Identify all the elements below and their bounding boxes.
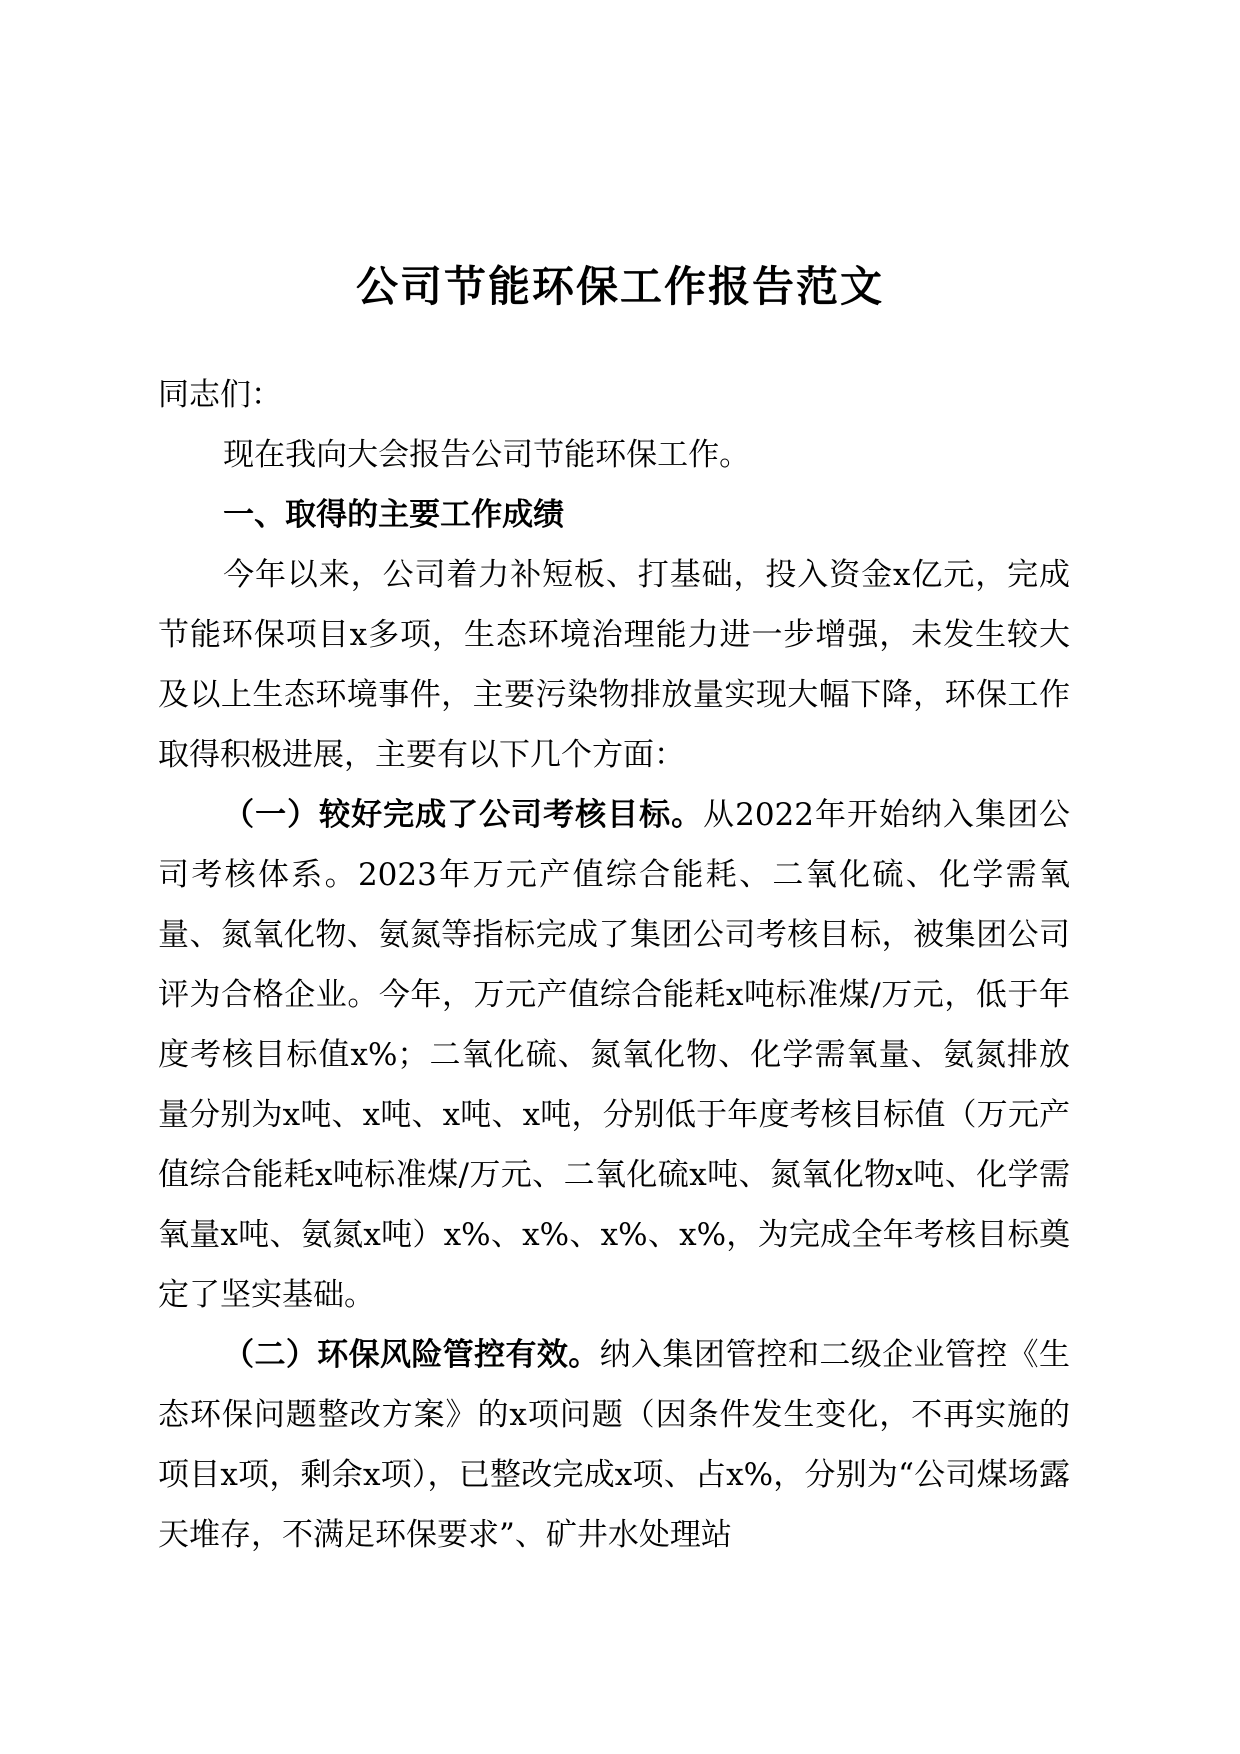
salutation: 同志们： [158,377,282,413]
item-2-heading: （二）环保风险管控有效。 [223,1337,600,1373]
document-body [158,365,1070,1565]
document-title: 公司节能环保工作报告范文 [355,262,884,311]
intro-paragraph: 现在我向大会报告公司节能环保工作。 [223,437,751,473]
item-1-heading: （一）较好完成了公司考核目标。 [223,797,704,833]
item-2-text: 纳入集团管控和二级企业管控《生态环保问题整改方案》的x项问题（因条件发生变化，不再实施的项目x项，剩余x项），已整改完成x项、占x%，分别为“公司煤场露天堆存，不满足环保要求”、矿井水处理站 [158,1337,1071,1553]
item-paragraph-2 [158,1325,1070,1565]
item-paragraph-1 [158,785,1070,1325]
item-1-text: 从2022年开始纳入集团公司考核体系。2023年万元产值综合能耗、二氧化硫、化学需氧量、氮氧化物、氨氮等指标完成了集团公司考核目标，被集团公司评为合格企业。今年，万元产值综合能耗x吨标准煤/万元，低于年度考核目标值x%；二氧化硫、氮氧化物、化学需氧量、氨氮排放量分别为x吨、x吨、x吨、x吨，分别低于年度考核目标值（万元产值综合能耗x吨标准煤/万元、二氧化硫x吨、氮氧化物x吨、化学需氧量x吨、氨氮x吨）x%、x%、x%、x%，为完成全年考核目标奠定了坚实基础。 [158,797,1070,1313]
summary-paragraph: 今年以来，公司着力补短板、打基础，投入资金x亿元，完成节能环保项目x多项，生态环境治理能力进一步增强，未发生较大及以上生态环境事件，主要污染物排放量实现大幅下降，环保工作取得积极进展，主要有以下几个方面： [158,557,1070,773]
section-heading: 一、取得的主要工作成绩 [223,497,565,533]
